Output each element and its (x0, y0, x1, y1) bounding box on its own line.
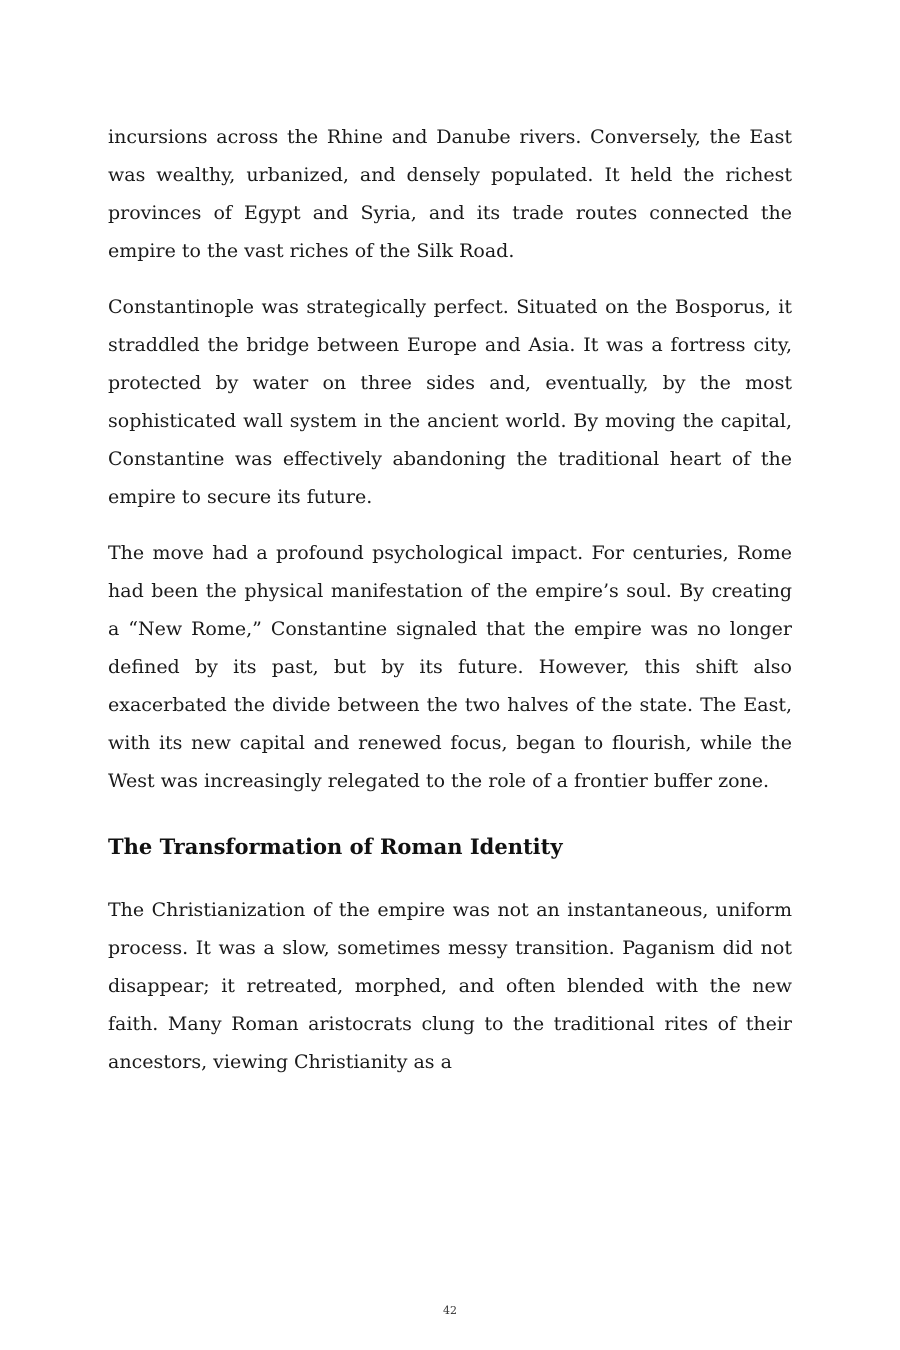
paragraph-christianization: The Christianization of the empire was not an instantaneous, uniform process. It was a slow, sometimes messy transition. Paganism did not disappear; it retreated, morphed, and often blended with the new faith. Many Roman aristocrats clung to the traditional rites of their ancestors, viewing Christianity as a (108, 899, 792, 1073)
body-text (108, 118, 792, 1099)
paragraph-psychological-impact: The move had a profound psychological impact. For centuries, Rome had been the physical manifestation of the empire’s soul. By creating a “New Rome,” Constantine signaled that the empire was no longer defined by its past, but by its future. However, this shift also exacerbated the divide between the two halves of the state. The East, with its new capital and renewed focus, began to flourish, while the West was increasingly relegated to the role of a frontier buffer zone. (108, 542, 792, 792)
paragraph-constantinople: Constantinople was strategically perfect. Situated on the Bosporus, it straddled the bridge between Europe and Asia. It was a fortress city, protected by water on three sides and, eventually, by the most sophisticated wall system in the ancient world. By moving the capital, Constantine was effectively abandoning the traditional heart of the empire to secure its future. (108, 296, 792, 508)
page-number: 42 (443, 1304, 457, 1317)
section-heading: The Transformation of Roman Identity (108, 834, 563, 859)
paragraph-rhine-danube: incursions across the Rhine and Danube rivers. Conversely, the East was wealthy, urbanized, and densely populated. It held the richest provinces of Egypt and Syria, and its trade routes connected the empire to the vast riches of the Silk Road. (108, 126, 792, 262)
